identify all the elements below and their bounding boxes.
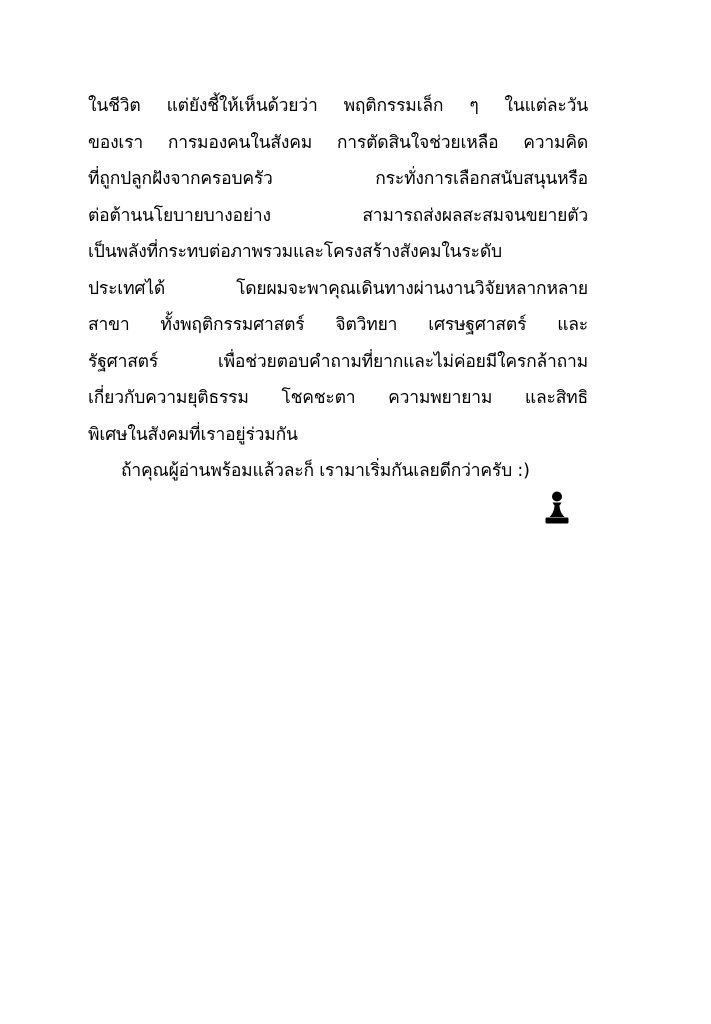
text-line: ในชีวิต แต่ยังชี้ให้เห็นด้วยว่า พฤติกรรมเล็ก ๆ ในแต่ละวัน bbox=[88, 96, 588, 116]
text-line: เป็นพลังที่กระทบต่อภาพรวมและโครงสร้างสังคมในระดับ bbox=[88, 242, 502, 262]
closing-line: ถ้าคุณผู้อ่านพร้อมแล้วละก็ เรามาเริ่มกันเลยดีกว่าครับ :) bbox=[121, 461, 530, 481]
text-line: รัฐศาสตร์ เพื่อช่วยตอบคำถามที่ยากและไม่ค่อยมีใครกล้าถาม bbox=[88, 351, 588, 372]
text-line: ประเทศได้ โดยผมจะพาคุณเดินทางผ่านงานวิจัยหลากหลาย bbox=[88, 278, 588, 299]
body-paragraph bbox=[88, 88, 588, 490]
text-line: สาขา ทั้งพฤติกรรมศาสตร์ จิตวิทยา เศรษฐศาสตร์ และ bbox=[88, 315, 588, 335]
text-line: ของเรา การมองคนในสังคม การตัดสินใจช่วยเหลือ ความคิด bbox=[88, 132, 588, 153]
pawn-head bbox=[552, 492, 562, 502]
text-line: พิเศษในสังคมที่เราอยู่ร่วมกัน bbox=[88, 424, 298, 445]
text-line: ต่อต้านนโยบายบางอย่าง สามารถส่งผลสะสมจนขยายตัว bbox=[88, 205, 588, 226]
pawn-neck bbox=[553, 503, 562, 506]
text-line: เกี่ยวกับความยุติธรรม โชคชะตา ความพยายาม และสิทธิ bbox=[88, 388, 588, 408]
pawn-body bbox=[550, 505, 565, 517]
pawn-base bbox=[546, 518, 569, 524]
chess-pawn-icon bbox=[542, 490, 572, 526]
text-line: ที่ถูกปลูกฝังจากครอบครัว กระทั่งการเลือกสนับสนุนหรือ bbox=[88, 169, 588, 189]
